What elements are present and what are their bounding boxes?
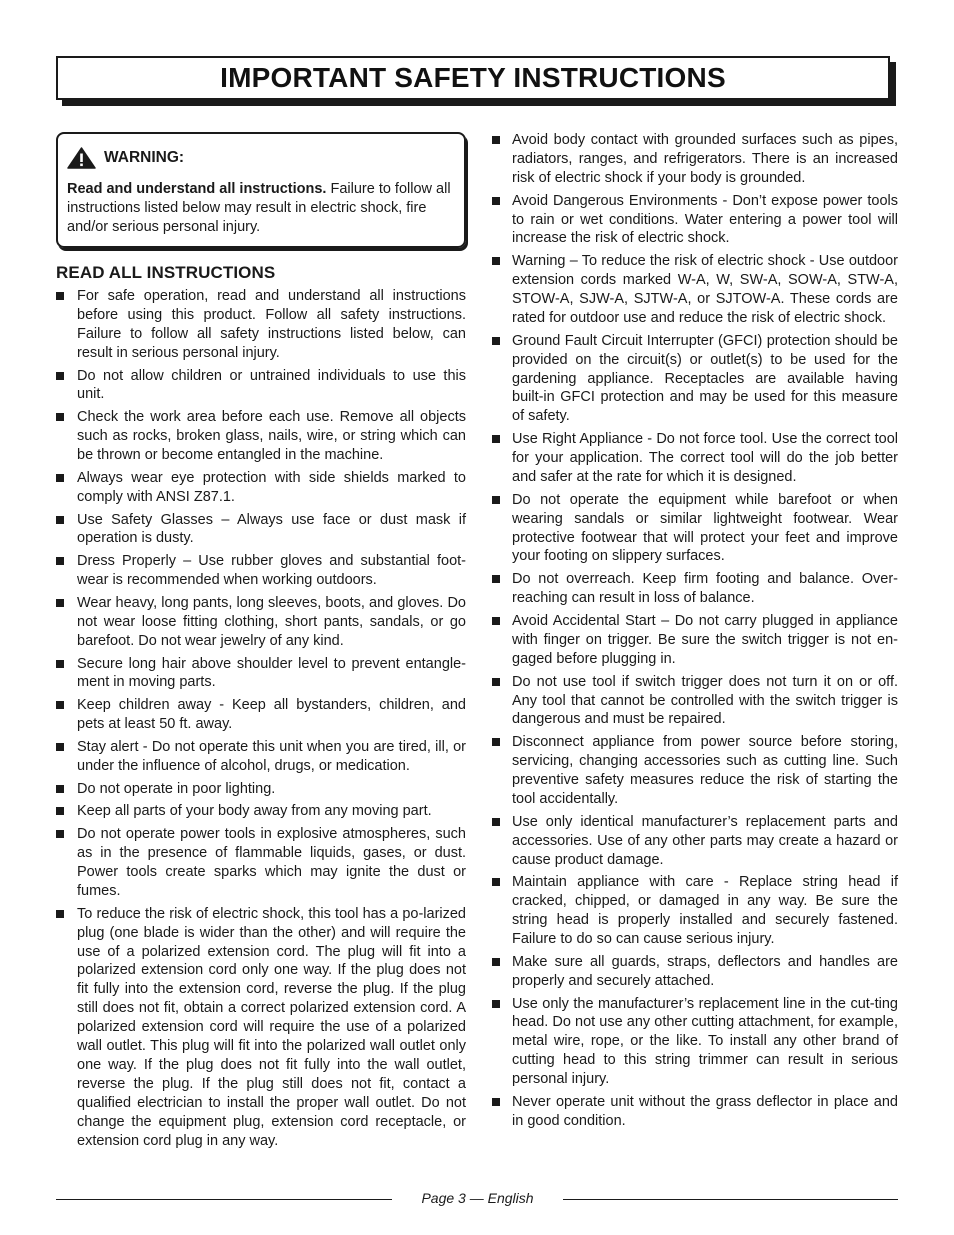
bullet-square-icon	[56, 660, 64, 668]
list-item	[56, 780, 466, 799]
list-item-text: Avoid body contact with grounded surfaces such as pipes, radiators, ranges, and refrigerators. There is an increased risk of electric shock if your body is grounded.	[512, 132, 898, 186]
list-item-text: Do not operate power tools in explosive atmospheres, such as in the presence of flammable liquids, gases, or dust. Power tools create sparks which may ignite the dust or fumes.	[77, 826, 466, 899]
bullet-square-icon	[492, 678, 500, 686]
bullet-square-icon	[56, 292, 64, 300]
list-item-text: Use only identical manufacturer’s replacement parts and accessories. Use of any other parts may create a hazard or cause product damage.	[512, 813, 898, 868]
bullet-square-icon	[56, 910, 64, 918]
list-item-text: Never operate unit without the grass deflector in place and in good condition.	[512, 1093, 898, 1129]
list-item-text: Do not operate in poor lighting.	[77, 780, 276, 797]
bullet-square-icon	[492, 575, 500, 583]
list-item	[492, 673, 898, 730]
bullet-square-icon	[492, 197, 500, 205]
bullet-square-icon	[56, 743, 64, 751]
list-item	[492, 873, 898, 949]
list-item	[56, 825, 466, 901]
list-item	[492, 332, 898, 427]
left-bullet-list	[56, 287, 466, 1151]
left-column	[56, 132, 466, 1154]
list-item-text: Keep children away - Keep all bystanders, children, and pets at least 50 ft. away.	[77, 697, 466, 733]
bullet-square-icon	[56, 474, 64, 482]
list-item-text: Do not overreach. Keep firm footing and balance. Over-reaching can result in loss of balance.	[512, 571, 898, 607]
right-bullet-list	[492, 131, 898, 1131]
warning-body	[67, 180, 454, 237]
list-item	[492, 570, 898, 608]
list-item-text: Avoid Accidental Start – Do not carry plugged in appliance with finger on trigger. Be sure the switch trigger is not en-gaged before plugging in.	[512, 612, 898, 667]
list-item	[56, 802, 466, 821]
warning-label: WARNING:	[104, 149, 185, 166]
list-item	[492, 131, 898, 188]
list-item	[492, 612, 898, 669]
bullet-square-icon	[492, 257, 500, 265]
list-item-text: To reduce the risk of electric shock, this tool has a po-larized plug (one blade is wider than the other) and will require the use of a polarized extension cord. The plug will fit into a polarized extension cord only one way. If the plug does not fit fully into the extension cord, reverse the plug. If the plug still does not fit, obtain a correct polarized extension cord. A polarized extension cord will require the use of a polarized wall outlet. This plug will fit into the polarized wall outlet only one way. If the plug does not fit fully into the wall outlet, reverse the plug. If the plug still does not fit, contact a qualified electrician to install the proper wall outlet. Do not change the equipment plug, extension cord receptacle, or extension cord plug in any way.	[77, 905, 466, 1149]
list-item	[56, 696, 466, 734]
page-title-banner	[56, 56, 896, 106]
bullet-square-icon	[56, 372, 64, 380]
bullet-square-icon	[492, 1000, 500, 1008]
list-item	[492, 192, 898, 249]
list-item-text: Maintain appliance with care - Replace string head if cracked, chipped, or damaged in any way. Be sure the string head is properly installed and securely fastened. Failure to do so can cause serious injury.	[512, 874, 898, 948]
list-item-text: Do not operate the equipment while barefoot or when wearing sandals or similar lightweight footwear. Wear protective footwear that will protect your feet and improve your footing on slippery surfaces.	[512, 491, 898, 565]
bullet-square-icon	[492, 435, 500, 443]
list-item-text: Make sure all guards, straps, deflectors and handles are properly and securely attached.	[512, 953, 898, 989]
list-item-text: Secure long hair above shoulder level to prevent entangle-ment in moving parts.	[77, 655, 466, 691]
list-item-text: Stay alert - Do not operate this unit when you are tired, ill, or under the influence of alcohol, drugs, or medication.	[77, 738, 466, 774]
list-item-text: For safe operation, read and understand all instructions before using this product. Follow all safety instructions. Failure to follow all safety instructions listed below, can result in serious personal injury.	[77, 288, 466, 361]
list-item-text: Use Safety Glasses – Always use face or dust mask if operation is dusty.	[77, 511, 466, 547]
list-item-text: Check the work area before each use. Remove all objects such as rocks, broken glass, nails, wire, or string which can be thrown or become entangled in the machine.	[77, 409, 466, 464]
bullet-square-icon	[56, 516, 64, 524]
bullet-square-icon	[56, 807, 64, 815]
list-item	[492, 1093, 898, 1131]
section-heading: READ ALL INSTRUCTIONS	[56, 263, 276, 282]
list-item	[56, 408, 466, 465]
bullet-square-icon	[492, 617, 500, 625]
bullet-square-icon	[492, 1098, 500, 1106]
list-item	[56, 469, 466, 507]
bullet-square-icon	[56, 701, 64, 709]
bullet-square-icon	[492, 958, 500, 966]
list-item	[492, 252, 898, 328]
warning-lead: Read and understand all instructions.	[67, 181, 327, 197]
list-item-text: Use Right Appliance - Do not force tool. Use the correct tool for your application. The correct tool will do the job better and safer at the rate for which it is designed.	[512, 431, 898, 485]
list-item-text: Use only the manufacturer’s replacement line in the cut-ting head. Do not use any other cutting attachment, for example, metal wire, rope, or the like. To install any other brand of cutting head to this string trimmer can result in serious personal injury.	[512, 995, 898, 1088]
list-item-text: Warning – To reduce the risk of electric shock - Use outdoor extension cords marked W-A, W, SW-A, SOW-A, STW-A, STOW-A, SJW-A, SJTW-A, or SJTOW-A. These cords are rated for outdoor use and reduce the risk of electric shock.	[512, 253, 898, 326]
list-item-text: Avoid Dangerous Environments - Don’t expose power tools to rain or wet conditions. Water entering a power tool will increase the risk of electric shock.	[512, 192, 898, 247]
list-item-text: Wear heavy, long pants, long sleeves, boots, and gloves. Do not wear loose fitting clothing, short pants, sandals, or go barefoot. Do not wear jewelry of any kind.	[77, 594, 466, 649]
list-item	[492, 430, 898, 487]
right-column	[492, 131, 898, 1135]
footer-rule-left	[56, 1199, 392, 1200]
bullet-square-icon	[492, 878, 500, 886]
list-item	[56, 655, 466, 693]
list-item	[56, 367, 466, 405]
list-item	[56, 287, 466, 363]
list-item-text: Disconnect appliance from power source before storing, servicing, changing accessories such as cutting line. Such preventive safety measures reduce the risk of starting the tool accidentally.	[512, 734, 898, 807]
list-item	[492, 813, 898, 870]
bullet-square-icon	[56, 413, 64, 421]
list-item	[492, 953, 898, 991]
warning-header	[67, 147, 454, 169]
warning-box	[56, 132, 466, 248]
bullet-square-icon	[56, 785, 64, 793]
bullet-square-icon	[492, 136, 500, 144]
page-footer: Page 3 — English	[421, 1190, 534, 1206]
list-item	[56, 511, 466, 549]
warning-triangle-icon	[67, 147, 96, 169]
footer-rule-right	[563, 1199, 898, 1200]
page-title: IMPORTANT SAFETY INSTRUCTIONS	[220, 62, 726, 93]
list-item-text: Do not use tool if switch trigger does not turn it on or off. Any tool that cannot be controlled with the switch trigger is dangerous and must be repaired.	[512, 673, 898, 728]
list-item	[492, 995, 898, 1090]
list-item	[56, 552, 466, 590]
bullet-square-icon	[492, 818, 500, 826]
bullet-square-icon	[492, 496, 500, 504]
list-item-text: Do not allow children or untrained individuals to use this unit.	[77, 367, 466, 403]
list-item	[56, 905, 466, 1151]
list-item-text: Ground Fault Circuit Interrupter (GFCI) protection should be provided on the circuit(s) or outlet(s) to be used for the gardening appliance. Receptacles are available having built-in GFCI protection and may be used for this measure of safety.	[512, 332, 898, 425]
bullet-square-icon	[492, 337, 500, 345]
bullet-square-icon	[56, 830, 64, 838]
list-item-text: Keep all parts of your body away from any moving part.	[77, 803, 432, 820]
title-box	[56, 56, 890, 100]
warning-text: Failure to follow all instructions listed below may result in electric shock, fire and/or serious personal injury.	[67, 181, 451, 235]
list-item-text: Always wear eye protection with side shields marked to comply with ANSI Z87.1.	[77, 469, 466, 505]
list-item-text: Dress Properly – Use rubber gloves and substantial foot-wear is recommended when working outdoors.	[77, 553, 466, 589]
bullet-square-icon	[492, 738, 500, 746]
list-item	[492, 733, 898, 809]
bullet-square-icon	[56, 557, 64, 565]
list-item	[492, 491, 898, 567]
list-item	[56, 738, 466, 776]
list-item	[56, 594, 466, 651]
bullet-square-icon	[56, 599, 64, 607]
